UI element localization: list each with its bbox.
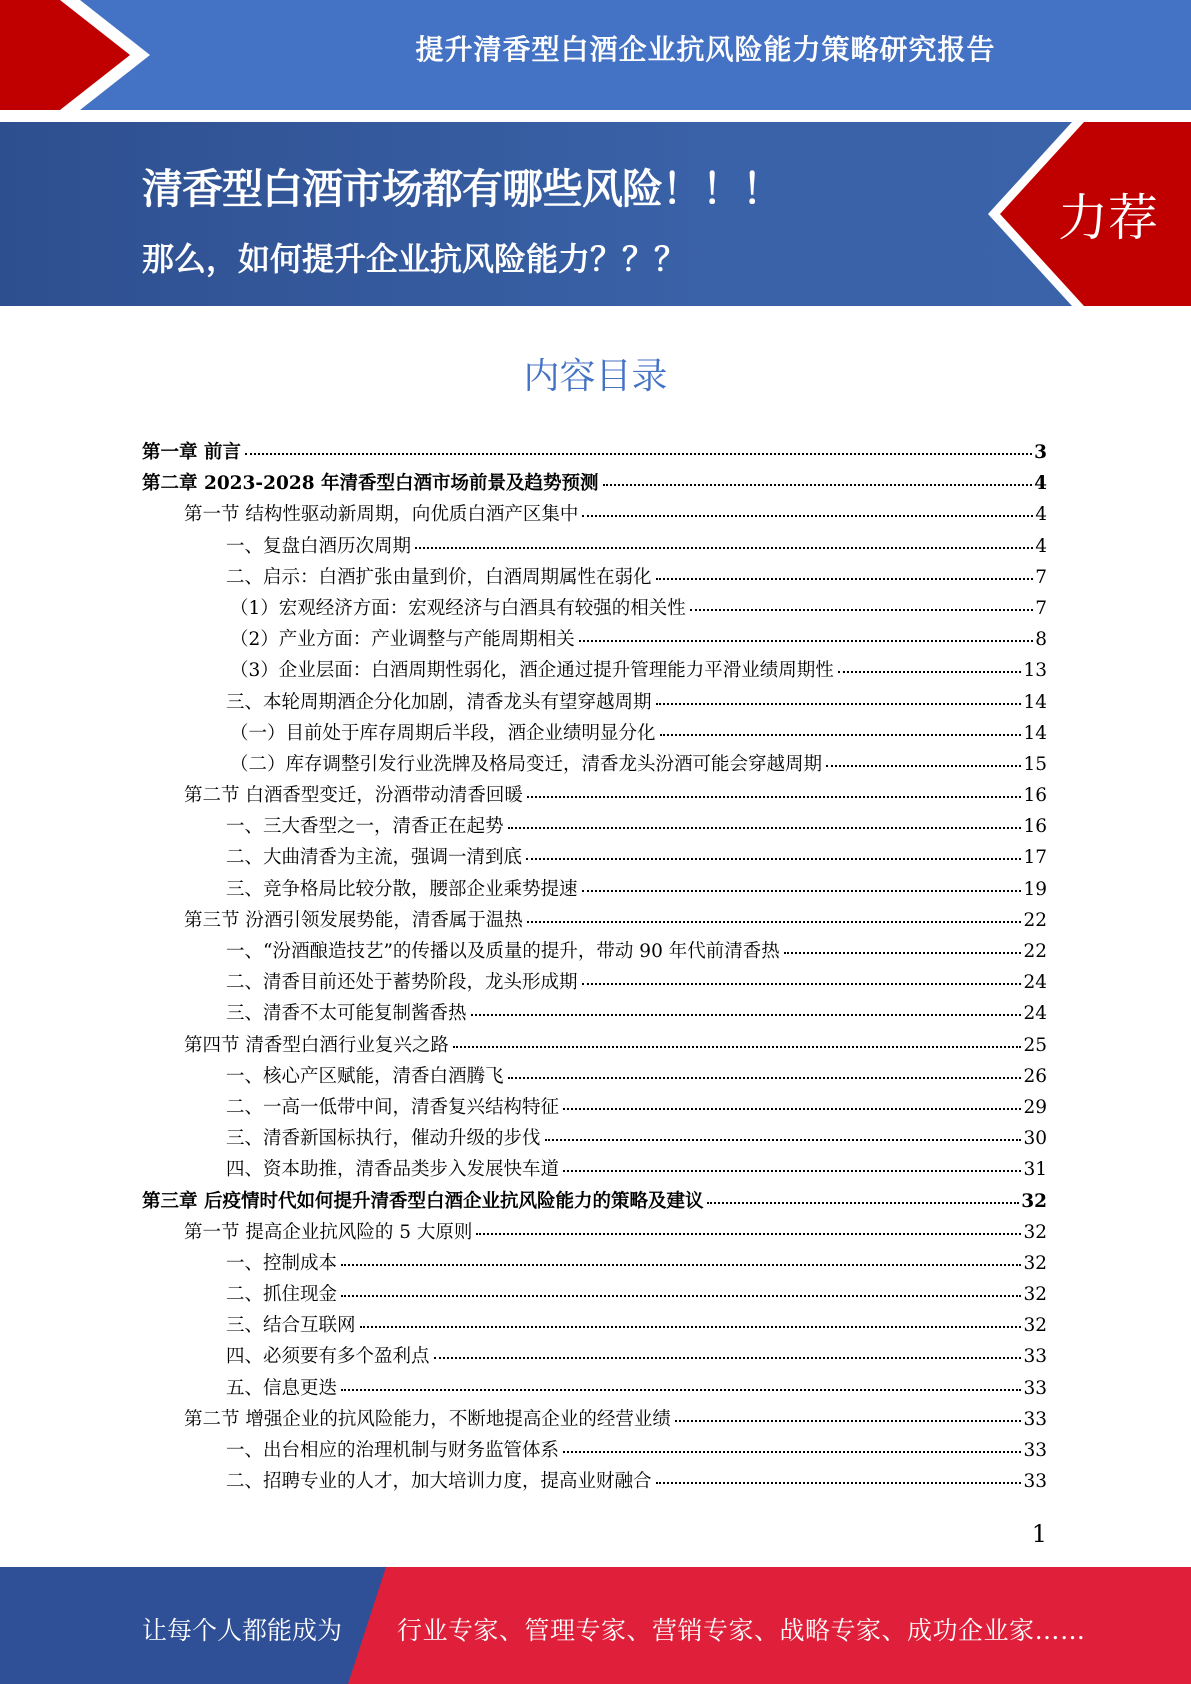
toc-entry[interactable] — [142, 937, 1047, 968]
toc-entry[interactable] — [142, 500, 1047, 531]
toc-entry-page: 32 — [1023, 1221, 1047, 1243]
toc-dot-leader — [707, 1202, 1019, 1204]
toc-entry-title: 第二节 增强企业的抗风险能力，不断地提高企业的经营业绩 — [184, 1408, 671, 1430]
toc-entry-title: 四、必须要有多个盈利点 — [226, 1346, 430, 1368]
toc-entry[interactable] — [142, 906, 1047, 937]
toc-entry-page: 32 — [1023, 1252, 1047, 1274]
toc-entry[interactable] — [142, 1031, 1047, 1062]
toc-dot-leader — [563, 1451, 1021, 1453]
toc-entry-page: 32 — [1023, 1315, 1047, 1337]
toc-heading: 内容目录 — [523, 356, 668, 397]
toc-entry[interactable] — [142, 719, 1047, 750]
toc-entry[interactable] — [142, 656, 1047, 687]
toc-entry-page: 24 — [1023, 1003, 1047, 1025]
toc-dot-leader — [579, 640, 1033, 642]
toc-entry-title: 五、信息更迭 — [226, 1377, 338, 1399]
toc-dot-leader — [471, 1014, 1022, 1016]
toc-entry-title: 一、“汾酒酿造技艺”的传播以及质量的提升，带动 90 年代前清香热 — [226, 941, 780, 962]
toc-entry[interactable] — [142, 1467, 1047, 1498]
toc-entry-title: 二、招聘专业的人才，加大培训力度，提高业财融合 — [226, 1471, 652, 1493]
toc-entry-page: 4 — [1034, 473, 1047, 495]
toc-entry-title: （3）企业层面：白酒周期性弱化，酒企通过提升管理能力平滑业绩周期性 — [230, 660, 834, 682]
toc-dot-leader — [656, 703, 1022, 705]
toc-entry-page: 16 — [1023, 785, 1047, 807]
toc-dot-leader — [582, 983, 1022, 985]
toc-entry-page: 32 — [1021, 1190, 1047, 1212]
toc-entry-title: 第三节 汾酒引领发展势能，清香属于温热 — [184, 909, 523, 931]
toc-entry-title: （一）目前处于库存周期后半段，酒企业绩明显分化 — [230, 722, 656, 744]
toc-entry[interactable] — [142, 1155, 1047, 1186]
toc-entry-title: 一、控制成本 — [226, 1252, 338, 1274]
toc-entry[interactable] — [142, 1124, 1047, 1155]
toc-entry[interactable] — [142, 1187, 1047, 1218]
page-number: 1 — [1031, 1520, 1047, 1548]
footer-banner — [0, 1567, 1191, 1684]
toc-dot-leader — [526, 858, 1021, 860]
toc-entry[interactable] — [142, 812, 1047, 843]
toc-entry[interactable] — [142, 1405, 1047, 1436]
toc-entry-title: （2）产业方面：产业调整与产能周期相关 — [230, 629, 575, 651]
toc-entry-title: （1）宏观经济方面：宏观经济与白酒具有较强的相关性 — [230, 597, 686, 619]
toc-entry-title: 一、出台相应的治理机制与财务监管体系 — [226, 1440, 560, 1461]
toc-entry-page: 22 — [1023, 909, 1047, 931]
toc-entry-page: 4 — [1035, 535, 1047, 557]
toc-entry-page: 30 — [1023, 1128, 1047, 1150]
footer-slogan-left: 让每个人都能成为 — [142, 1616, 343, 1645]
toc-entry-title: 第一节 提高企业抗风险的 5 大原则 — [184, 1221, 473, 1243]
toc-entry-page: 17 — [1023, 847, 1047, 869]
toc-entry[interactable] — [142, 563, 1047, 594]
toc-entry-page: 33 — [1023, 1471, 1047, 1493]
toc-entry-title: 第二节 白酒香型变迁，汾酒带动清香回暖 — [184, 785, 523, 807]
toc-entry-page: 32 — [1023, 1284, 1047, 1306]
toc-entry-page: 31 — [1023, 1159, 1047, 1181]
toc-entry-title: 二、大曲清香为主流，强调一清到底 — [226, 847, 523, 869]
toc-entry-page: 33 — [1023, 1408, 1047, 1430]
toc-entry-title: 三、结合互联网 — [226, 1315, 356, 1337]
toc-entry-title: 三、清香不太可能复制酱香热 — [226, 1003, 467, 1025]
toc-entry-page: 14 — [1023, 722, 1047, 744]
toc-entry-title: 第一节 结构性驱动新周期，向优质白酒产区集中 — [184, 504, 579, 526]
toc-entry-page: 19 — [1023, 878, 1047, 900]
toc-entry[interactable] — [142, 1218, 1047, 1249]
toc-dot-leader — [656, 578, 1034, 580]
toc-entry[interactable] — [142, 1436, 1047, 1467]
toc-dot-leader — [527, 921, 1022, 923]
toc-dot-leader — [784, 952, 1022, 954]
toc-entry-title: 三、本轮周期酒企分化加剧，清香龙头有望穿越周期 — [226, 691, 652, 713]
toc-dot-leader — [508, 1077, 1022, 1079]
toc-entry-page: 22 — [1023, 941, 1047, 962]
toc-dot-leader — [675, 1420, 1022, 1422]
toc-dot-leader — [434, 1357, 1022, 1359]
toc-entry-title: 二、启示：白酒扩张由量到价，白酒周期属性在弱化 — [226, 566, 652, 588]
toc-entry-title: 第四节 清香型白酒行业复兴之路 — [184, 1034, 449, 1056]
toc-entry[interactable] — [142, 1311, 1047, 1342]
toc-entry-title: 一、复盘白酒历次周期 — [226, 535, 412, 557]
toc-dot-leader — [582, 515, 1033, 517]
recommend-badge: 力荐 — [1058, 189, 1158, 247]
toc-dot-leader — [826, 765, 1021, 767]
toc-entry[interactable] — [142, 1249, 1047, 1280]
table-of-contents — [142, 438, 1047, 1498]
toc-entry-title: 第一章 前言 — [142, 442, 241, 463]
toc-entry-page: 24 — [1023, 972, 1047, 994]
toc-entry-page: 7 — [1035, 566, 1047, 588]
toc-entry[interactable] — [142, 999, 1047, 1030]
toc-dot-leader — [245, 453, 1032, 455]
toc-entry-title: 二、清香目前还处于蓄势阶段，龙头形成期 — [226, 972, 578, 994]
toc-dot-leader — [563, 1170, 1021, 1172]
toc-entry[interactable] — [142, 968, 1047, 999]
toc-entry[interactable] — [142, 1062, 1047, 1093]
toc-dot-leader — [838, 671, 1022, 673]
toc-entry-title: 三、清香新国标执行，催动升级的步伐 — [226, 1128, 541, 1150]
toc-entry-title: 第二章 2023-2028 年清香型白酒市场前景及趋势预测 — [142, 473, 599, 495]
toc-entry-title: 一、三大香型之一，清香正在起势 — [226, 816, 504, 838]
toc-entry[interactable] — [142, 594, 1047, 625]
toc-entry[interactable] — [142, 750, 1047, 781]
toc-entry-page: 33 — [1023, 1440, 1047, 1461]
toc-entry-title: 四、资本助推，清香品类步入发展快车道 — [226, 1159, 560, 1181]
toc-entry-page: 3 — [1034, 442, 1047, 463]
toc-dot-leader — [360, 1326, 1022, 1328]
toc-dot-leader — [656, 1482, 1022, 1484]
toc-dot-leader — [508, 827, 1022, 829]
toc-entry[interactable] — [142, 875, 1047, 906]
hero-headline: 清香型白酒市场都有哪些风险！！！ — [142, 165, 782, 213]
toc-entry-page: 33 — [1023, 1377, 1047, 1399]
toc-dot-leader — [603, 484, 1033, 486]
toc-entry-page: 13 — [1023, 660, 1047, 682]
toc-entry-page: 14 — [1023, 691, 1047, 713]
toc-entry-page: 8 — [1035, 629, 1047, 651]
toc-entry[interactable] — [142, 781, 1047, 812]
top-banner — [0, 0, 1191, 110]
toc-entry[interactable] — [142, 1342, 1047, 1373]
toc-entry-page: 4 — [1035, 504, 1047, 526]
toc-dot-leader — [582, 890, 1022, 892]
toc-entry[interactable] — [142, 688, 1047, 719]
toc-dot-leader — [690, 609, 1033, 611]
toc-entry[interactable] — [142, 438, 1047, 469]
toc-entry-title: 第三章 后疫情时代如何提升清香型白酒企业抗风险能力的策略及建议 — [142, 1190, 704, 1212]
toc-entry[interactable] — [142, 532, 1047, 563]
toc-dot-leader — [341, 1389, 1021, 1391]
toc-dot-leader — [563, 1108, 1021, 1110]
toc-entry[interactable] — [142, 625, 1047, 656]
report-title: 提升清香型白酒企业抗风险能力策略研究报告 — [415, 33, 996, 66]
toc-entry-page: 33 — [1023, 1346, 1047, 1368]
toc-dot-leader — [527, 796, 1022, 798]
toc-entry[interactable] — [142, 1374, 1047, 1405]
toc-entry-page: 15 — [1023, 753, 1047, 775]
toc-dot-leader — [341, 1295, 1021, 1297]
toc-entry[interactable] — [142, 469, 1047, 500]
toc-entry-page: 25 — [1023, 1034, 1047, 1056]
toc-entry[interactable] — [142, 1093, 1047, 1124]
toc-dot-leader — [453, 1046, 1022, 1048]
toc-dot-leader — [415, 547, 1033, 549]
toc-entry-title: （二）库存调整引发行业洗牌及格局变迁，清香龙头汾酒可能会穿越周期 — [230, 753, 823, 775]
toc-dot-leader — [341, 1264, 1021, 1266]
toc-dot-leader — [545, 1139, 1022, 1141]
toc-dot-leader — [476, 1233, 1021, 1235]
hero-subheadline: 那么，如何提升企业抗风险能力？？？ — [142, 240, 687, 278]
toc-entry-title: 三、竞争格局比较分散，腰部企业乘势提速 — [226, 878, 578, 900]
toc-dot-leader — [660, 734, 1022, 736]
toc-entry-page: 29 — [1023, 1096, 1047, 1118]
toc-entry[interactable] — [142, 843, 1047, 874]
toc-entry-title: 二、一高一低带中间，清香复兴结构特征 — [226, 1096, 560, 1118]
hero-banner — [0, 122, 1191, 306]
toc-entry-page: 16 — [1023, 816, 1047, 838]
toc-entry-title: 二、抓住现金 — [226, 1284, 338, 1306]
toc-entry-title: 一、核心产区赋能，清香白酒腾飞 — [226, 1065, 504, 1087]
toc-entry-page: 26 — [1023, 1065, 1047, 1087]
footer-slogan-right: 行业专家、管理专家、营销专家、战略专家、成功企业家…… — [397, 1616, 1086, 1645]
toc-entry-page: 7 — [1035, 597, 1047, 619]
toc-entry[interactable] — [142, 1280, 1047, 1311]
